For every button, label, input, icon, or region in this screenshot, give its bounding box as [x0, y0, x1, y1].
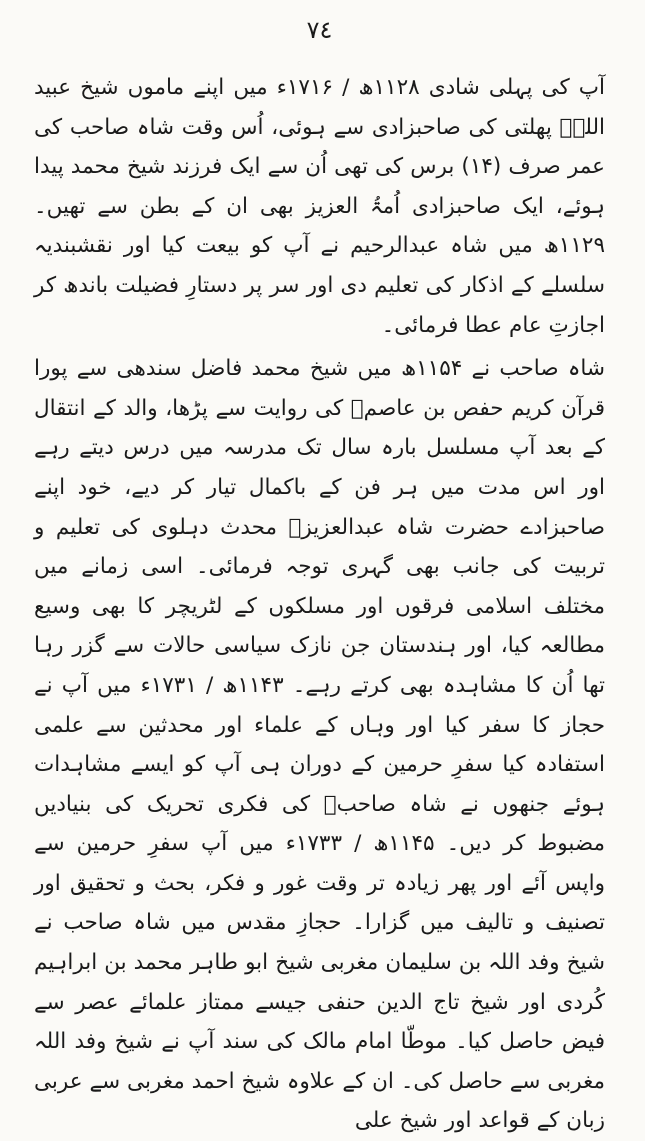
paragraph-studies-and-travel: شاہ صاحب نے ۱۱۵۴ھ میں شیخ محمد فاضل سندھی سے پورا قرآن کریم حفص بن عاصمؒ کی روایت سے پڑھا، والد کے انتقال کے بعد آپ مسلسل بارہ سال تک مدرسہ میں درس دیتے رہے اور اس مدت میں ہر فن کے باکمال تیار کر دیے، خود اپنے صاحبزادے حضرت شاہ عبدالعزیزؒ محدث دہلوی کی تعلیم و تربیت کی جانب بھی گہری توجہ فرمائی۔ اسی زمانے میں مختلف اسلامی فرقوں اور مسلکوں کے لٹریچر کا بھی وسیع مطالعہ کیا، اور ہندستان جن نازک سیاسی حالات سے گزر رہا تھا اُن کا مشاہدہ بھی کرتے رہے۔ ۱۱۴۳ھ / ۱۷۳۱ء میں آپ نے حجاز کا سفر کیا اور وہاں کے علماء اور محدثین سے علمی استفادہ کیا سفرِ حرمین کے دوران ہی آپ کو ایسے مشاہدات ہوئے جنھوں نے شاہ صاحبؒ کی فکری تحریک کی بنیادیں مضبوط کر دیں۔ ۱۱۴۵ھ / ۱۷۳۳ء میں آپ سفرِ حرمین سے واپس آئے اور پھر زیادہ تر وقت غور و فکر، بحث و تحقیق اور تصنیف و تالیف میں گزارا۔ حجازِ مقدس میں شاہ صاحب نے شیخ وفد اللہ بن سلیمان مغربی شیخ ابو طاہر محمد بن ابراہیم کُردی اور شیخ تاج الدین حنفی جیسے ممتاز علمائے عصر سے فیض حاصل کیا۔ موطّا امام مالک کی سند آپ نے شیخ وفد اللہ مغربی سے حاصل کی۔ ان کے علاوہ شیخ احمد مغربی سے عربی زبان کے قواعد اور شیخ علی	[34, 356, 605, 1134]
paragraph-marriage: آپ کی پہلی شادی ۱۱۲۸ھ / ۱۷۱۶ء میں اپنے ماموں شیخ عبید اللہؒ پھلتی کی صاحبزادی سے ہوئی، اُس وقت شاہ صاحب کی عمر صرف (۱۴) برس کی تھی اُن سے ایک فرزند شیخ محمد پیدا ہوئے، ایک صاحبزادی اُمۃُ العزیز بھی ان کے بطن سے تھیں۔ ۱۱۲۹ھ میں شاہ عبدالرحیم نے آپ کو بیعت کیا اور نقشبندیہ سلسلے کے اذکار کی تعلیم دی اور سر پر دستارِ فضیلت باندھ کر اجازتِ عام عطا فرمائی۔	[34, 75, 605, 338]
page-number: ٧٤	[306, 16, 333, 44]
